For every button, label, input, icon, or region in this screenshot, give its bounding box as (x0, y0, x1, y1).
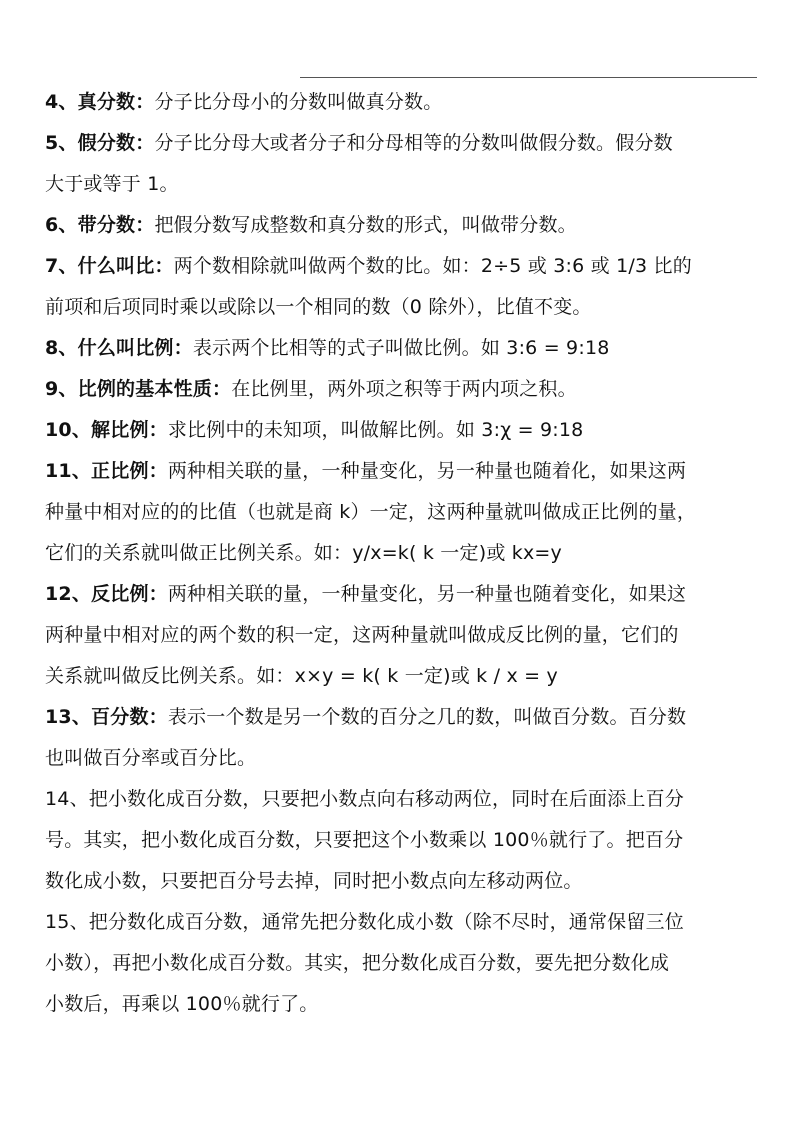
entry-term-text: 假分数 (77, 132, 136, 154)
entry-colon: ： (135, 132, 155, 154)
entry-term-text: 什么叫比例 (77, 337, 174, 359)
entry-text-line: 前项和后项同时乘以或除以一个相同的数（0 除外），比值不变。 (45, 296, 592, 318)
entry-term-text: 正比例 (91, 460, 149, 482)
entry-term-text: 带分数 (77, 214, 136, 236)
entry-number: 13、 (45, 706, 92, 728)
entry-term (45, 214, 154, 236)
entry-text-line: 数化成小数，只要把百分号去掉，同时把小数点向左移动两位。 (45, 870, 583, 892)
entry-text-line: 求比例中的未知项，叫做解比例。如 3:χ = 9:18 (167, 419, 584, 441)
entry-text-line: 关系就叫做反比例关系。如：x×y = k( k 一定)或 k / x = y (45, 665, 558, 687)
entry-text-line: 分子比分母小的分数叫做真分数。 (154, 91, 443, 113)
entry-colon: ： (148, 419, 168, 441)
definition-entry (45, 205, 760, 246)
entry-text-line: 分子比分母大或者分子和分母相等的分数叫做假分数。假分数 (154, 132, 673, 154)
entry-term (45, 378, 231, 400)
entry-text-line: 小数），再把小数化成百分数。其实，把分数化成百分数，要先把分数化成 (45, 952, 670, 974)
entry-colon: ： (148, 706, 168, 728)
entry-term-text: 反比例 (91, 583, 149, 605)
entry-number: 4、 (45, 91, 78, 113)
entry-text-line: 号。其实，把小数化成百分数，只要把这个小数乘以 100％就行了。把百分 (45, 829, 684, 851)
entry-term-text: 真分数 (77, 91, 136, 113)
entry-colon: ： (154, 255, 174, 277)
entry-text-line: 两种相关联的量，一种量变化，另一种量也随着化，如果这两 (167, 460, 687, 482)
definition-entry (45, 82, 760, 123)
entry-number: 6、 (45, 214, 78, 236)
entry-term-text: 什么叫比 (77, 255, 155, 277)
entry-text-line: 在比例里，两外项之积等于两内项之积。 (231, 378, 577, 400)
entry-term (45, 255, 174, 277)
entry-term (45, 337, 193, 359)
definition-entry (45, 451, 760, 574)
entry-text-line: 表示一个数是另一个数的百分之几的数，叫做百分数。百分数 (167, 706, 687, 728)
entry-text-line: 表示两个比相等的式子叫做比例。如 3:6 = 9:18 (192, 337, 610, 359)
entry-text-line: 两种相关联的量，一种量变化，另一种量也随着变化，如果这 (167, 583, 687, 605)
entry-text-line: 14、把小数化成百分数，只要把小数点向右移动两位，同时在后面添上百分 (45, 788, 684, 810)
entry-term (45, 583, 168, 605)
entry-term (45, 132, 154, 154)
entry-colon: ： (135, 214, 155, 236)
entry-colon: ： (135, 91, 155, 113)
entry-number: 12、 (45, 583, 92, 605)
definition-entry (45, 369, 760, 410)
entry-colon: ： (148, 460, 168, 482)
definition-entry (45, 779, 760, 902)
entry-number: 5、 (45, 132, 78, 154)
entry-number: 11、 (45, 460, 92, 482)
entry-colon: ： (173, 337, 193, 359)
entry-text-line: 小数后，再乘以 100％就行了。 (45, 993, 319, 1015)
entry-number: 10、 (45, 419, 92, 441)
definition-entry (45, 123, 760, 205)
entry-text-line: 也叫做百分率或百分比。 (45, 747, 257, 769)
definition-entry (45, 246, 760, 328)
definition-entry (45, 697, 760, 779)
document-body (45, 82, 760, 1025)
entry-number: 7、 (45, 255, 78, 277)
entry-term (45, 91, 154, 113)
entry-colon: ： (148, 583, 168, 605)
entry-number: 8、 (45, 337, 78, 359)
definition-entry (45, 410, 760, 451)
entry-text-line: 大于或等于 1。 (45, 173, 179, 195)
entry-text-line: 15、把分数化成百分数，通常先把分数化成小数（除不尽时，通常保留三位 (45, 911, 684, 933)
header-rule (300, 77, 757, 78)
definition-entry (45, 574, 760, 697)
entry-term-text: 解比例 (91, 419, 149, 441)
entry-term (45, 460, 168, 482)
entry-text-line: 两个数相除就叫做两个数的比。如：2÷5 或 3:6 或 1/3 比的 (173, 255, 692, 277)
entry-text-line: 种量中相对应的的比值（也就是商 k）一定，这两种量就叫做成正比例的量， (45, 501, 697, 523)
entry-colon: ： (212, 378, 232, 400)
entry-term-text: 百分数 (91, 706, 149, 728)
entry-text-line: 它们的关系就叫做正比例关系。如：y/x=k( k 一定)或 kx=y (45, 542, 562, 564)
entry-text-line: 把假分数写成整数和真分数的形式，叫做带分数。 (154, 214, 577, 236)
definition-entry (45, 902, 760, 1025)
entry-term (45, 706, 168, 728)
entry-text-line: 两种量中相对应的两个数的积一定，这两种量就叫做成反比例的量，它们的 (45, 624, 679, 646)
definition-entry (45, 328, 760, 369)
entry-term (45, 419, 168, 441)
entry-number: 9、 (45, 378, 78, 400)
entry-term-text: 比例的基本性质 (77, 378, 213, 400)
